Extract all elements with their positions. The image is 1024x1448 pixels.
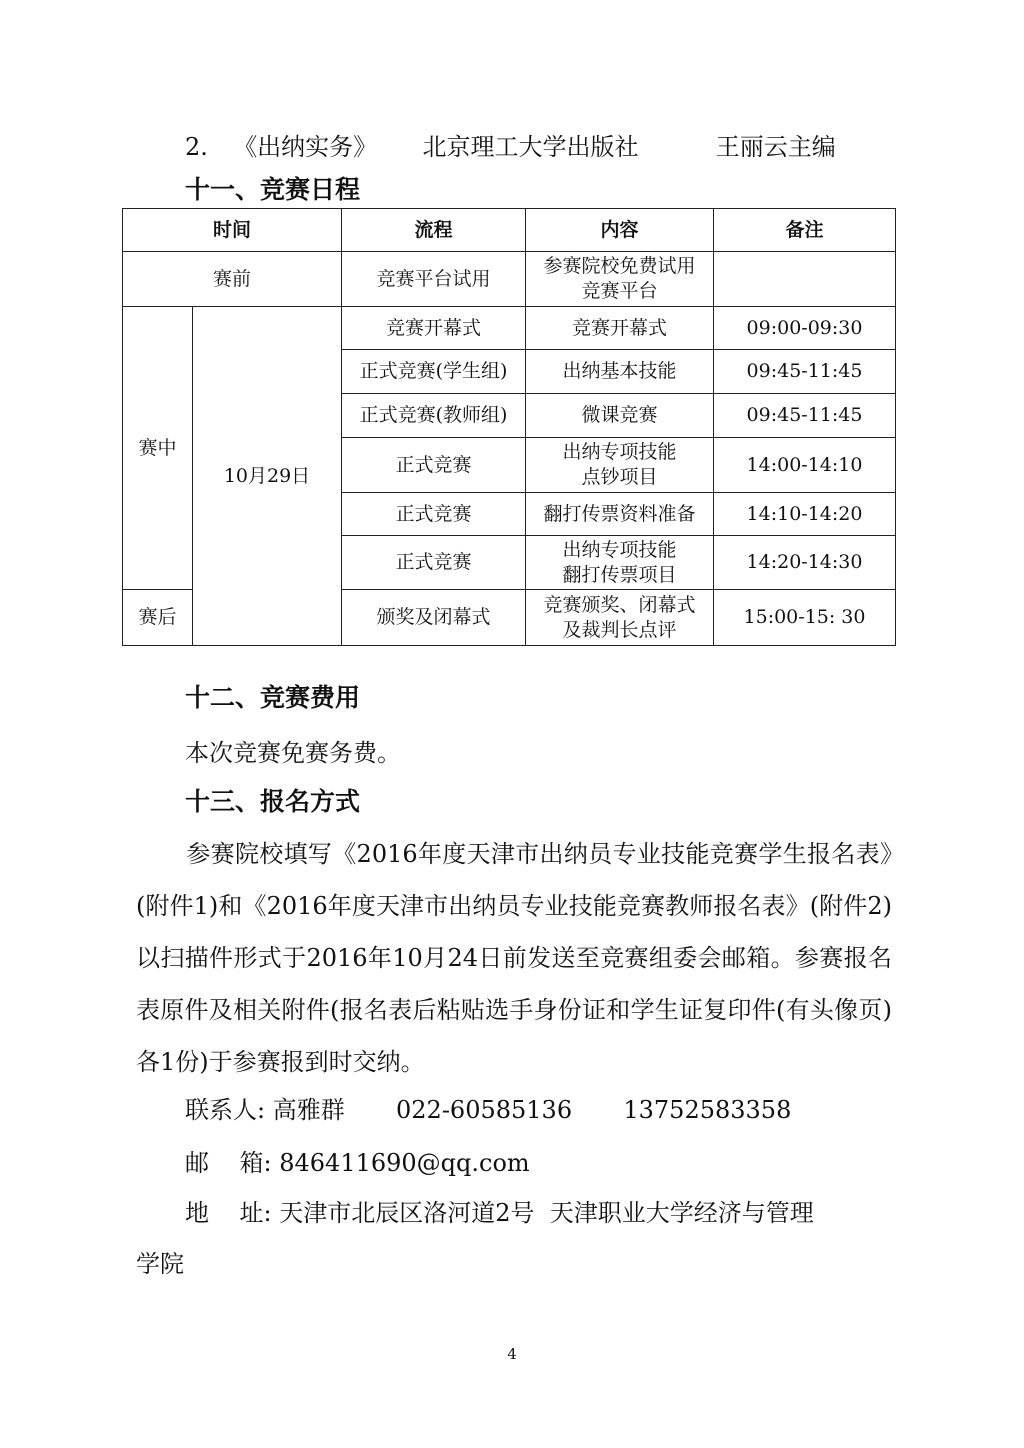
- contact-email: 846411690@qq.com: [279, 1149, 530, 1177]
- schedule-table: [122, 208, 896, 646]
- contact-address-continued: 学院: [136, 1250, 184, 1278]
- contact-person-label: 联系人:: [185, 1096, 266, 1124]
- contact-address-line: [185, 1197, 814, 1229]
- section-12-title: 十二、竞赛费用: [185, 683, 361, 712]
- pre-label: 赛前: [123, 252, 342, 307]
- row-note: 15:00-15: 30: [714, 590, 896, 646]
- contact-email-label: 邮 箱:: [185, 1149, 272, 1177]
- mid-label: 赛中: [123, 307, 193, 590]
- row-note: 14:00-14:10: [714, 438, 896, 493]
- row-content: 竞赛颁奖、闭幕式 及裁判长点评: [526, 590, 714, 646]
- reference-line: [185, 131, 836, 163]
- row-content: 竞赛开幕式: [526, 307, 714, 350]
- pre-note: [714, 252, 896, 307]
- fee-text: 本次竞赛免赛务费。: [185, 739, 401, 767]
- row-process: 正式竞赛(教师组): [342, 394, 526, 438]
- pre-process: 竞赛平台试用: [342, 252, 526, 307]
- header-process: 流程: [342, 209, 526, 252]
- schedule-header-row: [123, 209, 896, 252]
- table-row: [123, 252, 896, 307]
- row-content: 出纳基本技能: [526, 350, 714, 394]
- contact-phone: 022-60585136: [396, 1096, 573, 1124]
- contact-address: 天津市北辰区洛河道2号 天津职业大学经济与管理: [279, 1199, 814, 1227]
- page-number: 4: [507, 1345, 517, 1363]
- row-note: 09:45-11:45: [714, 394, 896, 438]
- contact-mobile: 13752583358: [623, 1096, 792, 1124]
- registration-paragraph: 参赛院校填写《2016年度天津市出纳员专业技能竞赛学生报名表》(附件1)和《2016年度天津市出纳员专业技能竞赛教师报名表》(附件2)以扫描件形式于2016年10月24日前发送至竞赛组委会邮箱。参赛报名表原件及相关附件(报名表后粘贴选手身份证和学生证复印件(有头像页)各1份)于参赛报到时交纳。: [136, 840, 892, 1076]
- reference-number: 2.: [185, 133, 208, 161]
- section-13-title: 十三、报名方式: [185, 787, 361, 816]
- row-process: 正式竞赛: [342, 493, 526, 536]
- header-time: 时间: [123, 209, 342, 252]
- row-note: 14:10-14:20: [714, 493, 896, 536]
- row-content: 出纳专项技能 翻打传票项目: [526, 536, 714, 590]
- row-note: 14:20-14:30: [714, 536, 896, 590]
- post-label: 赛后: [123, 590, 193, 646]
- contact-person-line: [185, 1094, 791, 1126]
- date-cell: 10月29日: [193, 307, 342, 646]
- reference-publisher: 北京理工大学出版社: [422, 133, 639, 161]
- table-row: [123, 307, 896, 350]
- contact-email-line: [185, 1147, 530, 1179]
- header-content: 内容: [526, 209, 714, 252]
- row-process: 颁奖及闭幕式: [342, 590, 526, 646]
- reference-book: 《出纳实务》: [233, 133, 378, 161]
- section-11-title: 十一、竞赛日程: [185, 175, 361, 204]
- row-process: 竞赛开幕式: [342, 307, 526, 350]
- row-note: 09:45-11:45: [714, 350, 896, 394]
- row-process: 正式竞赛(学生组): [342, 350, 526, 394]
- row-content: 微课竞赛: [526, 394, 714, 438]
- header-note: 备注: [714, 209, 896, 252]
- reference-editor: 王丽云主编: [715, 133, 836, 161]
- row-content: 翻打传票资料准备: [526, 493, 714, 536]
- pre-content: 参赛院校免费试用 竞赛平台: [526, 252, 714, 307]
- row-content: 出纳专项技能 点钞项目: [526, 438, 714, 493]
- row-note: 09:00-09:30: [714, 307, 896, 350]
- contact-address-label: 地 址:: [185, 1199, 272, 1227]
- row-process: 正式竞赛: [342, 536, 526, 590]
- row-process: 正式竞赛: [342, 438, 526, 493]
- contact-person-name: 高雅群: [272, 1096, 345, 1124]
